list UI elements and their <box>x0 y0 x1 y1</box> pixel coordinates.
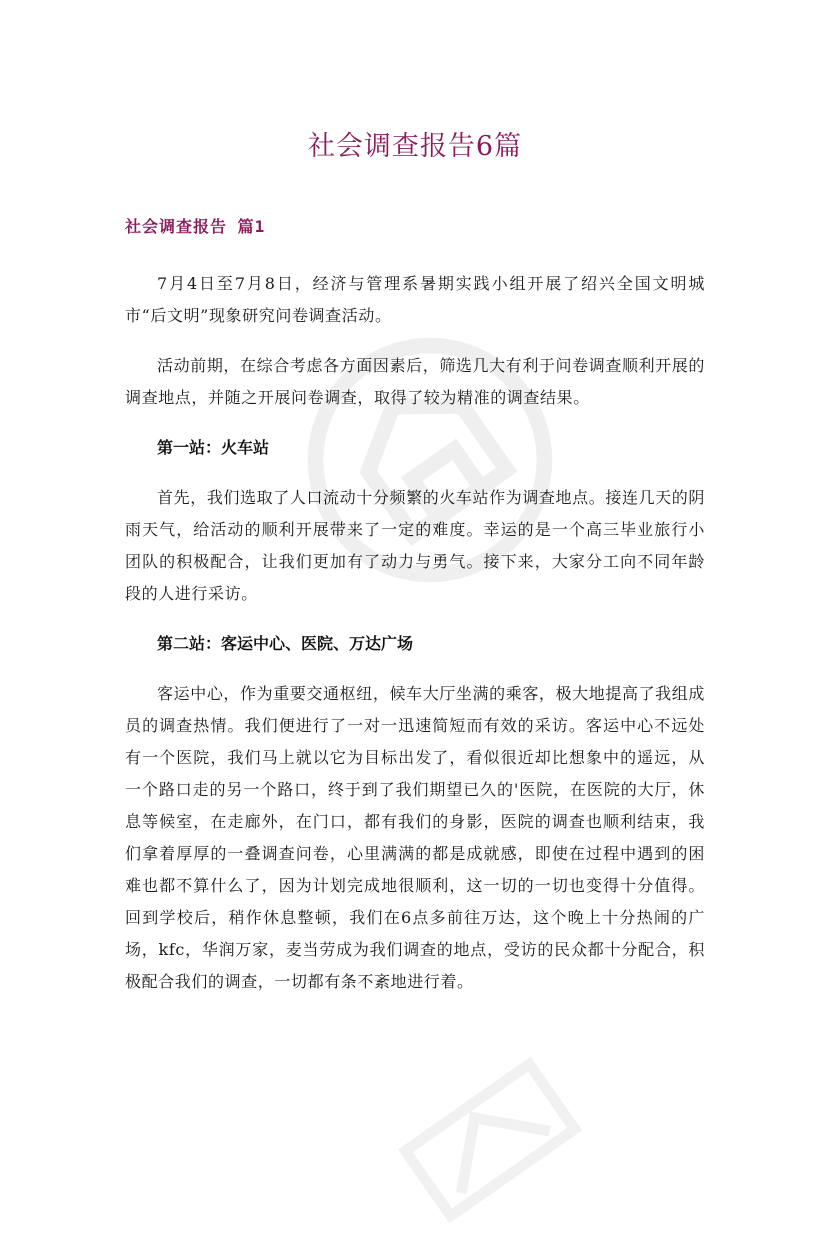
subheading: 第二站：客运中心、医院、万达广场 <box>157 634 414 653</box>
paragraph: 客运中心，作为重要交通枢纽，候车大厅坐满的乘客，极大地提高了我组成员的调查热情。我们便进行了一对一迅速简短而有效的采访。客运中心不远处有一个医院，我们马上就以它为目标出发了，看似很近却比想象中的遥远，从一个路口走的另一个路口，终于到了我们期望已久的'医院，在医院的大厅，休息等候室，在走廊外，在门口，都有我们的身影，医院的调查也顺利结束，我们拿着厚厚的一叠调查问卷，心里满满的都是成就感，即使在过程中遇到的困难也都不算什么了，因为计划完成地很顺利，这一切的一切也变得十分值得。回到学校后，稍作休息整顿，我们在6点多前往万达，这个晚上十分热闹的广场，kfc，华润万家，麦当劳成为我们调查的地点，受访的民众都十分配合，积极配合我们的调查，一切都有条不紊地进行着。 <box>125 684 705 991</box>
paragraph: 活动前期，在综合考虑各方面因素后，筛选几大有利于问卷调查顺利开展的调查地点，并随之开展问卷调查，取得了较为精准的调查结果。 <box>125 356 705 407</box>
paragraph: 首先，我们选取了人口流动十分频繁的火车站作为调查地点。接连几天的阴雨天气，给活动的顺利开展带来了一定的难度。幸运的是一个高三毕业旅行小团队的积极配合，让我们更加有了动力与勇气。接下来，大家分工向不同年龄段的人进行采访。 <box>125 488 705 603</box>
document-body <box>125 268 705 1016</box>
page-title: 社会调查报告6篇 <box>307 131 523 162</box>
watermark-icon-bottom <box>382 1039 598 1241</box>
subheading: 第一站：火车站 <box>157 438 270 457</box>
section-heading: 社会调查报告 篇1 <box>125 217 266 236</box>
paragraph: 7月4日至7月8日，经济与管理系暑期实践小组开展了绍兴全国文明城市“后文明”现象研究问卷调查活动。 <box>125 274 705 325</box>
